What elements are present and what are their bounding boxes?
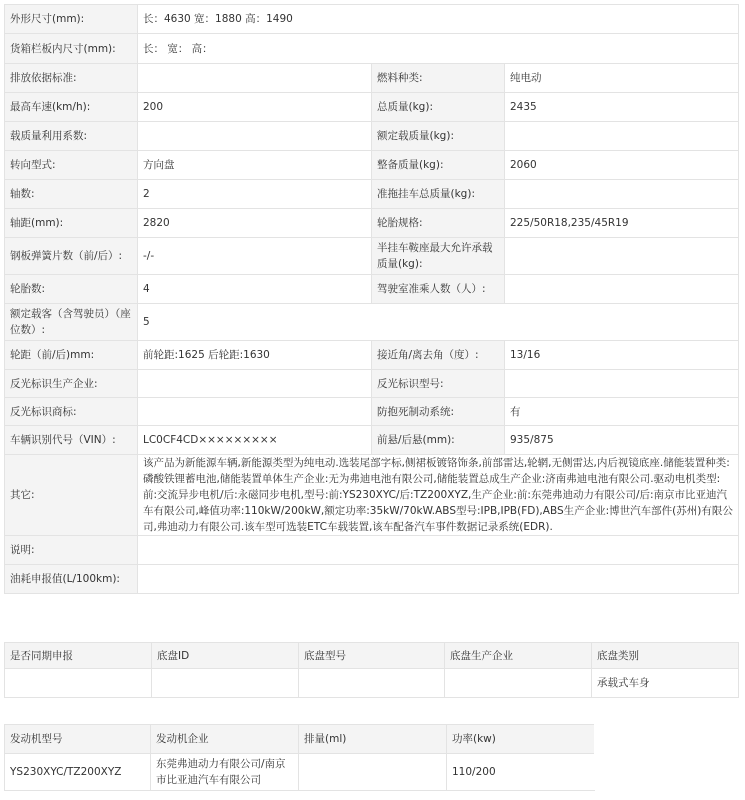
chassis-header-cell: 底盘型号 <box>299 643 445 669</box>
spec-label: 油耗申报值(L/100km): <box>5 565 138 594</box>
spec-value <box>505 275 739 304</box>
spec-value: 有 <box>505 398 739 426</box>
spec-value: 935/875 <box>505 426 739 455</box>
engine-header-row <box>5 725 595 754</box>
spec-row <box>5 398 739 426</box>
spec-row <box>5 275 739 304</box>
spec-value: -/- <box>138 238 372 275</box>
spec-table-body <box>5 5 739 594</box>
spec-label: 前悬/后悬(mm): <box>372 426 505 455</box>
spec-value: 方向盘 <box>138 151 372 180</box>
spec-label: 防抱死制动系统: <box>372 398 505 426</box>
spec-label: 货箱栏板内尺寸(mm): <box>5 34 138 64</box>
spec-label: 车辆识别代号（VIN）: <box>5 426 138 455</box>
spec-value <box>138 536 739 565</box>
spec-label: 轴距(mm): <box>5 209 138 238</box>
chassis-cell <box>152 669 299 698</box>
spec-value <box>138 64 372 93</box>
vehicle-spec-table <box>4 4 739 594</box>
spec-value: LC0CF4CD××××××××× <box>138 426 372 455</box>
engine-header-cell: 发动机企业 <box>151 725 299 754</box>
spec-row <box>5 304 739 341</box>
spec-row <box>5 370 739 398</box>
spec-label: 轮胎规格: <box>372 209 505 238</box>
engine-cell: 东莞弗迪动力有限公司/南京市比亚迪汽车有限公司 <box>151 754 299 791</box>
spec-row <box>5 426 739 455</box>
spec-value: 4 <box>138 275 372 304</box>
spec-row <box>5 536 739 565</box>
spec-value: 纯电动 <box>505 64 739 93</box>
spec-value: 225/50R18,235/45R19 <box>505 209 739 238</box>
spec-row <box>5 5 739 34</box>
spec-value <box>138 370 372 398</box>
chassis-header-row <box>5 643 739 669</box>
spec-label: 准拖挂车总质量(kg): <box>372 180 505 209</box>
spec-value <box>505 122 739 151</box>
spec-value: 2 <box>138 180 372 209</box>
spec-label: 额定载质量(kg): <box>372 122 505 151</box>
chassis-header-cell: 底盘生产企业 <box>445 643 592 669</box>
overlay-blank-area <box>594 724 738 790</box>
spec-label: 载质量利用系数: <box>5 122 138 151</box>
spec-label: 钢板弹簧片数（前/后）: <box>5 238 138 275</box>
spec-label: 接近角/离去角（度）: <box>372 341 505 370</box>
spec-value: 5 <box>138 304 739 341</box>
spec-value: 2060 <box>505 151 739 180</box>
spec-label: 轮胎数: <box>5 275 138 304</box>
spec-label: 其它: <box>5 455 138 536</box>
spec-value: 2820 <box>138 209 372 238</box>
engine-data-row <box>5 754 595 791</box>
engine-table <box>4 724 595 791</box>
spec-label: 轮距（前/后)mm: <box>5 341 138 370</box>
spec-value: 200 <box>138 93 372 122</box>
spec-value: 长： 宽： 高： <box>138 34 739 64</box>
chassis-header-cell: 底盘ID <box>152 643 299 669</box>
chassis-cell: 承载式车身 <box>592 669 739 698</box>
spec-value: 2435 <box>505 93 739 122</box>
chassis-data-row <box>5 669 739 698</box>
spec-value: 长：4630 宽：1880 高：1490 <box>138 5 739 34</box>
spec-label: 半挂车鞍座最大允许承载质量(kg): <box>372 238 505 275</box>
engine-header-cell: 发动机型号 <box>5 725 151 754</box>
spec-row <box>5 151 739 180</box>
chassis-table <box>4 642 739 698</box>
spec-value: 13/16 <box>505 341 739 370</box>
spec-label: 燃料种类: <box>372 64 505 93</box>
engine-header-cell: 功率(kw) <box>447 725 595 754</box>
spec-row <box>5 341 739 370</box>
spec-label: 反光标识型号: <box>372 370 505 398</box>
engine-cell: YS230XYC/TZ200XYZ <box>5 754 151 791</box>
chassis-cell <box>445 669 592 698</box>
spec-row <box>5 180 739 209</box>
spec-value <box>505 370 739 398</box>
chassis-cell <box>5 669 152 698</box>
spec-label: 外形尺寸(mm): <box>5 5 138 34</box>
spec-value <box>505 180 739 209</box>
spec-label: 说明: <box>5 536 138 565</box>
spec-label: 反光标识生产企业: <box>5 370 138 398</box>
spec-row <box>5 64 739 93</box>
spec-row <box>5 122 739 151</box>
chassis-header-cell: 底盘类别 <box>592 643 739 669</box>
spec-label: 反光标识商标: <box>5 398 138 426</box>
spec-row <box>5 93 739 122</box>
spec-row <box>5 209 739 238</box>
spec-row <box>5 238 739 275</box>
spec-label: 最高车速(km/h): <box>5 93 138 122</box>
spec-row <box>5 455 739 536</box>
spec-label: 转向型式: <box>5 151 138 180</box>
spec-value <box>138 122 372 151</box>
spec-row <box>5 565 739 594</box>
engine-cell: 110/200 <box>447 754 595 791</box>
spec-label: 总质量(kg): <box>372 93 505 122</box>
spec-label: 整备质量(kg): <box>372 151 505 180</box>
engine-header-cell: 排量(ml) <box>299 725 447 754</box>
engine-cell <box>299 754 447 791</box>
spec-label: 轴数: <box>5 180 138 209</box>
spec-value <box>138 398 372 426</box>
chassis-cell <box>299 669 445 698</box>
spec-label: 驾驶室准乘人数（人）: <box>372 275 505 304</box>
spec-label: 额定载客（含驾驶员）（座位数）: <box>5 304 138 341</box>
spec-value <box>138 565 739 594</box>
spec-label: 排放依据标准: <box>5 64 138 93</box>
spec-value <box>505 238 739 275</box>
chassis-header-cell: 是否同期申报 <box>5 643 152 669</box>
spec-value: 前轮距:1625 后轮距:1630 <box>138 341 372 370</box>
spec-row <box>5 34 739 64</box>
spec-value: 该产品为新能源车辆,新能源类型为纯电动.选装尾部字标,侧裙板镀铬饰条,前部雷达,轮辋,无侧雷达,内后视镜底座.储能装置种类:磷酸铁锂蓄电池,储能装置单体生产企业:无为弗迪电池有限公司,储能装置总成生产企业:济南弗迪电池有限公司.驱动电机类型:前:交流异步电机/后:永磁同步电机,型号:前:YS230XYC/后:TZ200XYZ,生产企业:前:东莞弗迪动力有限公司/后:南京市比亚迪汽车有限公司,峰值功率:110kW/200kW,额定功率:35kW/70kW.ABS型号:IPB,IPB(FD),ABS生产企业:博世汽车部件(苏州)有限公司,弗迪动力有限公司.该车型可选装ETC车载装置,该车配备汽车事件数据记录系统(EDR). <box>138 455 739 536</box>
